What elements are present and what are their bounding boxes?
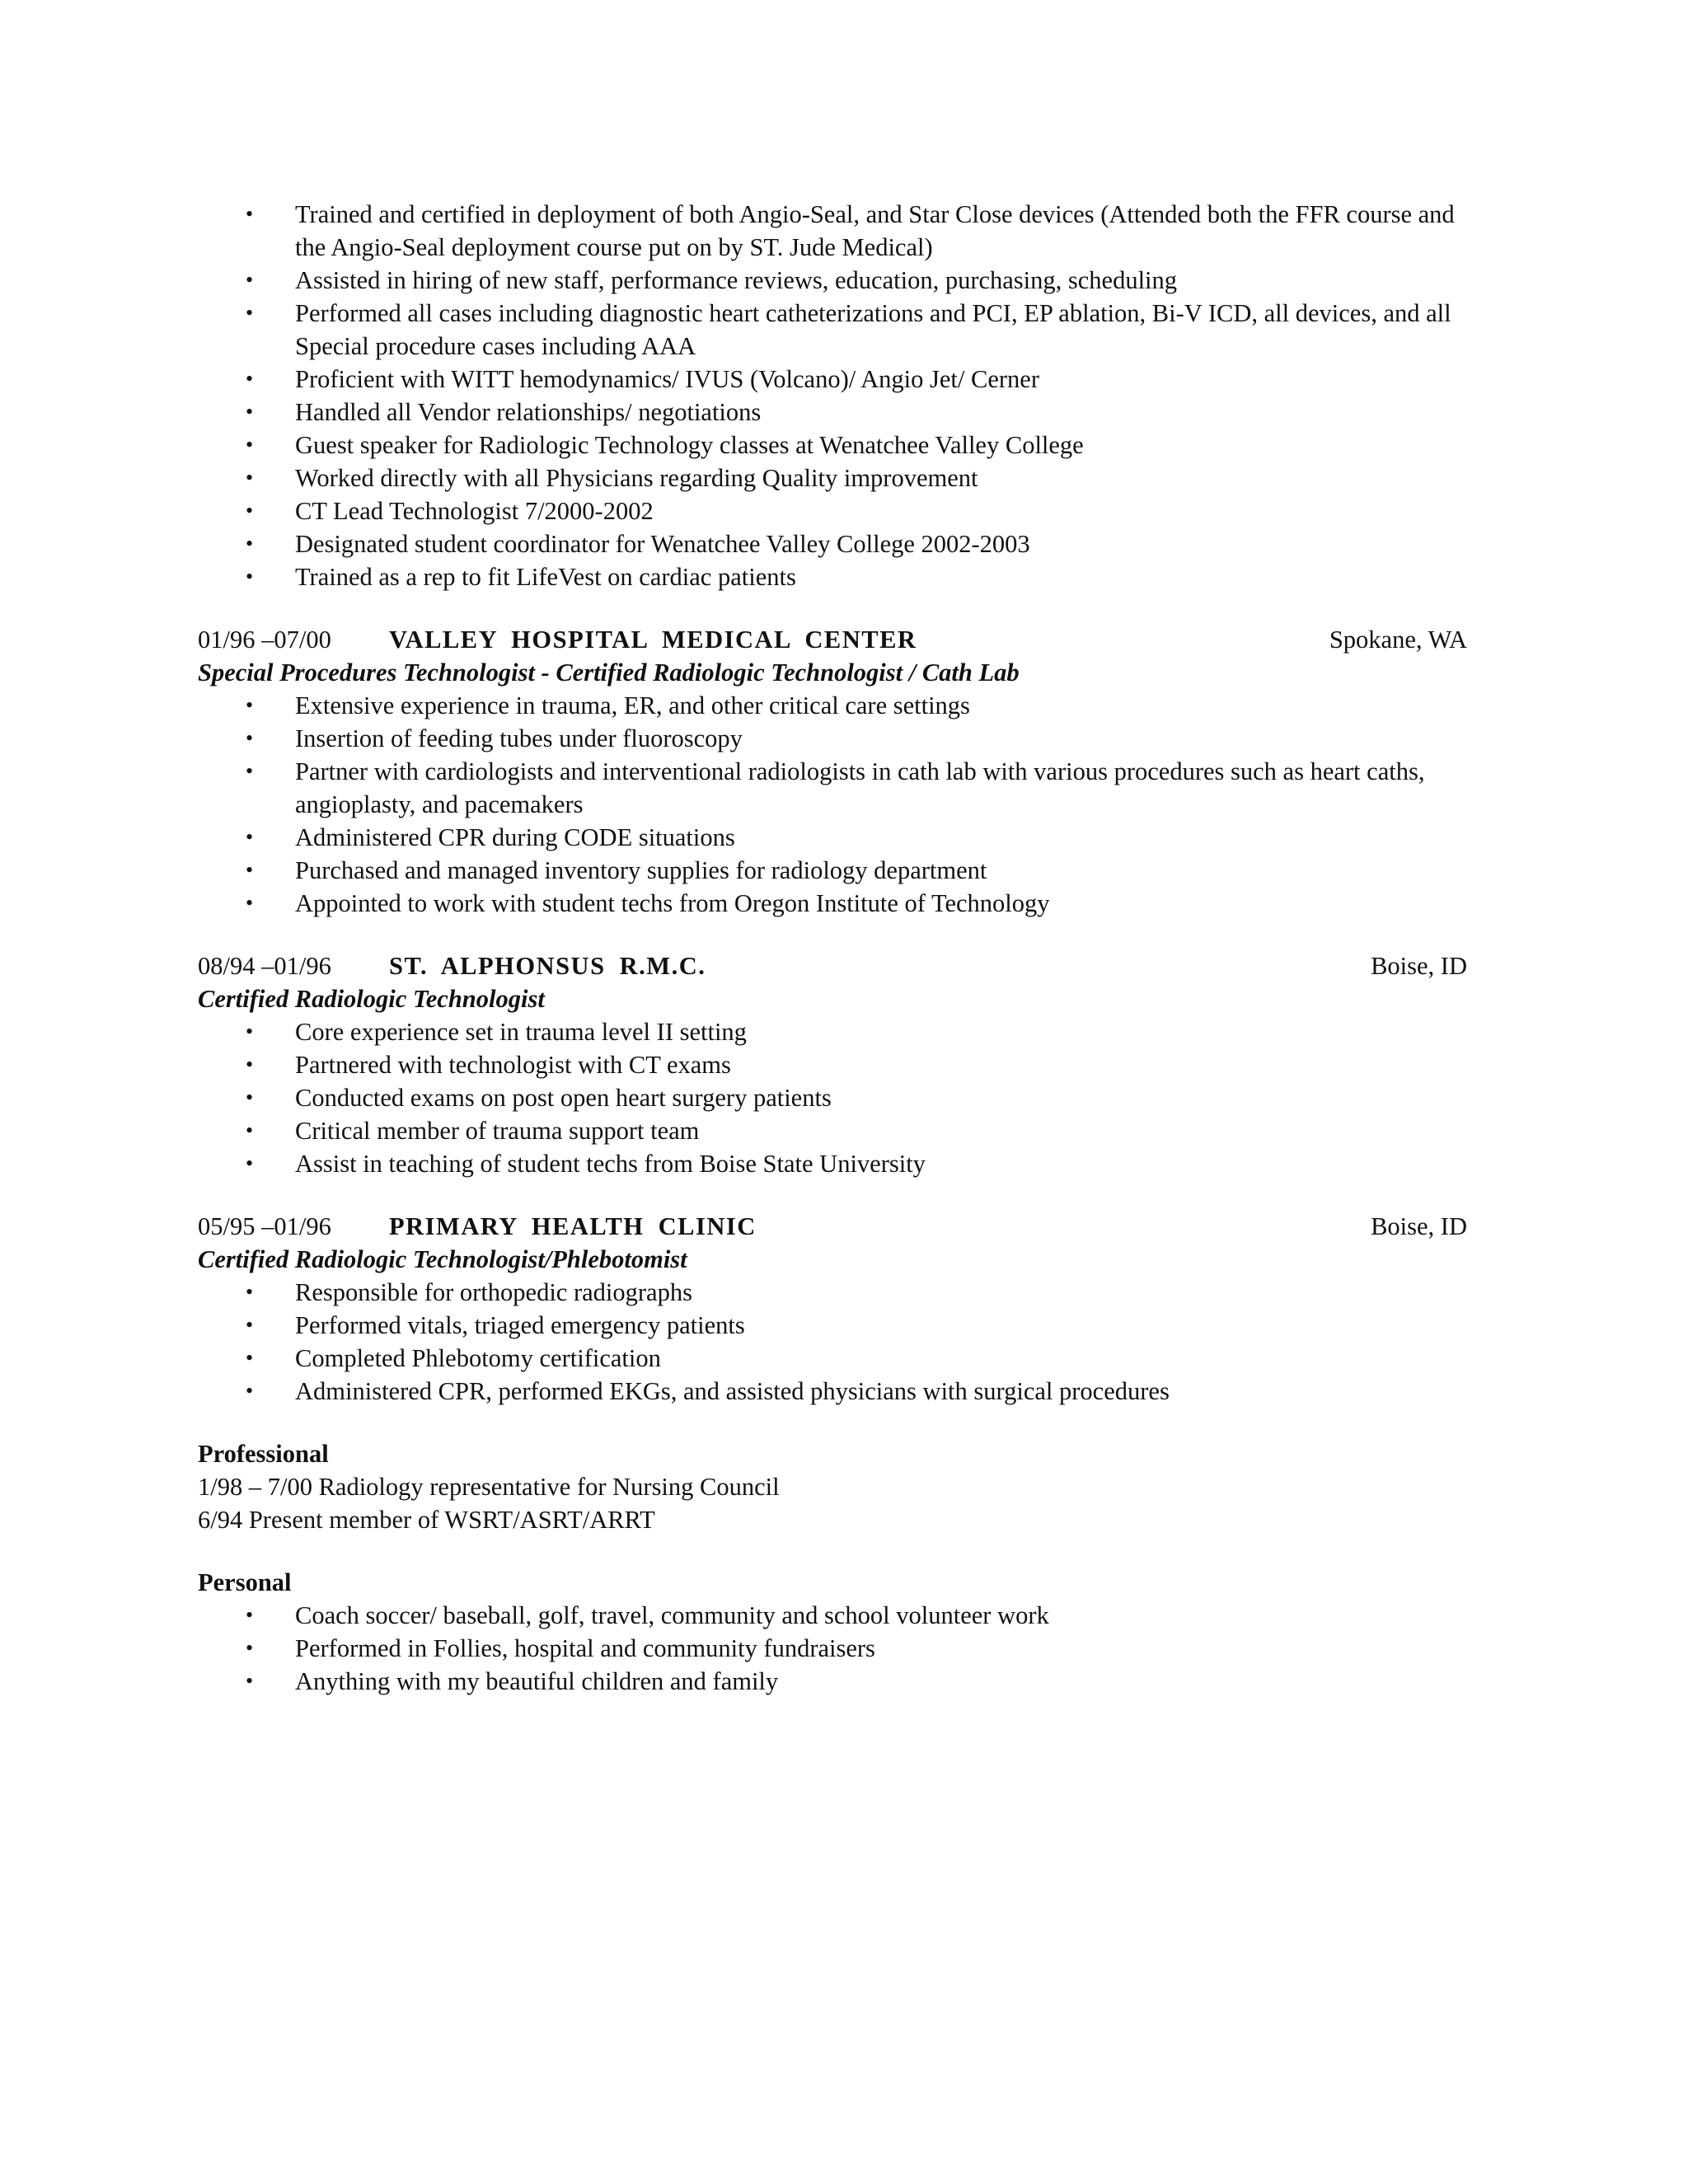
bullet-text: Completed Phlebotomy certification bbox=[295, 1344, 661, 1372]
bullet-text: Guest speaker for Radiologic Technology classes at Wenatchee Valley College bbox=[295, 431, 1084, 459]
list-item bbox=[198, 1342, 1467, 1375]
list-item bbox=[198, 887, 1467, 920]
bullet-icon: • bbox=[246, 1019, 254, 1043]
bullet-text: Trained as a rep to fit LifeVest on cardiac patients bbox=[295, 563, 796, 591]
list-item bbox=[198, 1048, 1467, 1081]
bullet-icon: • bbox=[246, 1636, 254, 1660]
job-dates: 08/94 –01/96 bbox=[198, 952, 331, 980]
bullet-icon: • bbox=[246, 400, 254, 424]
bullet-text: Handled all Vendor relationships/ negotiations bbox=[295, 398, 762, 426]
bullet-icon: • bbox=[246, 466, 254, 490]
list-item bbox=[198, 821, 1467, 854]
list-item bbox=[198, 1632, 1467, 1665]
list-item bbox=[198, 494, 1467, 527]
bullet-text: Partner with cardiologists and interventional radiologists in cath lab with various procedures such as heart caths, angioplasty, and pacemakers bbox=[295, 757, 1425, 818]
list-item bbox=[198, 1665, 1467, 1698]
bullet-icon: • bbox=[246, 268, 254, 292]
bullet-text: Proficient with WITT hemodynamics/ IVUS (Volcano)/ Angio Jet/ Cerner bbox=[295, 365, 1039, 393]
list-item bbox=[198, 297, 1467, 363]
bullet-icon: • bbox=[246, 565, 254, 588]
bullet-text: Extensive experience in trauma, ER, and other critical care settings bbox=[295, 691, 970, 719]
bullet-icon: • bbox=[246, 1603, 254, 1627]
employer-name: ST. ALPHONSUS R.M.C. bbox=[389, 952, 706, 980]
job-bullet-list bbox=[198, 1015, 1467, 1180]
bullet-icon: • bbox=[246, 858, 254, 882]
bullet-text: Partnered with technologist with CT exams bbox=[295, 1051, 731, 1079]
job-title: Special Procedures Technologist - Certified Radiologic Technologist / Cath Lab bbox=[198, 658, 1020, 687]
bullet-text: Core experience set in trauma level II setting bbox=[295, 1018, 747, 1046]
bullet-icon: • bbox=[246, 693, 254, 717]
bullet-icon: • bbox=[246, 301, 254, 325]
bullet-text: Designated student coordinator for Wenatchee Valley College 2002-2003 bbox=[295, 530, 1030, 558]
bullet-text: Conducted exams on post open heart surgery patients bbox=[295, 1084, 832, 1112]
professional-line: 6/94 Present member of WSRT/ASRT/ARRT bbox=[198, 1506, 655, 1534]
bullet-text: Administered CPR during CODE situations bbox=[295, 823, 735, 851]
bullet-text: Assisted in hiring of new staff, performance reviews, education, purchasing, scheduling bbox=[295, 266, 1178, 294]
bullet-icon: • bbox=[246, 1085, 254, 1109]
bullet-icon: • bbox=[246, 1669, 254, 1693]
bullet-text: Trained and certified in deployment of both Angio-Seal, and Star Close devices (Attended both the FFR course and the Angio-Seal deployment course put on by ST. Jude Medical) bbox=[295, 200, 1455, 261]
job-location: Spokane, WA bbox=[1329, 626, 1467, 654]
bullet-text: Anything with my beautiful children and family bbox=[295, 1667, 779, 1695]
bullet-text: Performed vitals, triaged emergency patients bbox=[295, 1311, 745, 1339]
job-dates: 01/96 –07/00 bbox=[198, 626, 331, 654]
bullet-icon: • bbox=[246, 825, 254, 849]
employer-name: PRIMARY HEALTH CLINIC bbox=[389, 1212, 757, 1240]
bullet-text: Administered CPR, performed EKGs, and assisted physicians with surgical procedures bbox=[295, 1377, 1170, 1405]
job-entry-valley-hospital bbox=[198, 623, 1467, 920]
list-item bbox=[198, 1081, 1467, 1114]
job-title: Certified Radiologic Technologist bbox=[198, 985, 545, 1013]
list-item bbox=[198, 264, 1467, 297]
job-bullet-list bbox=[198, 1276, 1467, 1408]
bullet-icon: • bbox=[246, 433, 254, 457]
list-item bbox=[198, 722, 1467, 755]
list-item bbox=[198, 689, 1467, 722]
professional-section bbox=[198, 1437, 1467, 1536]
job-bullet-list bbox=[198, 689, 1467, 920]
job-header bbox=[198, 623, 1467, 656]
bullet-icon: • bbox=[246, 499, 254, 523]
job-location: Boise, ID bbox=[1371, 952, 1467, 980]
bullet-icon: • bbox=[246, 367, 254, 391]
list-item bbox=[198, 462, 1467, 494]
bullet-text: Worked directly with all Physicians regarding Quality improvement bbox=[295, 464, 978, 492]
professional-line: 1/98 – 7/00 Radiology representative for Nursing Council bbox=[198, 1473, 780, 1501]
list-item bbox=[198, 363, 1467, 396]
bullet-icon: • bbox=[246, 891, 254, 915]
section-heading: Personal bbox=[198, 1568, 292, 1596]
list-item bbox=[198, 1309, 1467, 1342]
bullet-text: Responsible for orthopedic radiographs bbox=[295, 1278, 692, 1306]
list-item bbox=[198, 560, 1467, 593]
bullet-icon: • bbox=[246, 759, 254, 783]
bullet-text: Performed in Follies, hospital and community fundraisers bbox=[295, 1634, 875, 1662]
resume-page bbox=[198, 198, 1467, 1698]
employer-name: VALLEY HOSPITAL MEDICAL CENTER bbox=[389, 626, 917, 654]
bullet-icon: • bbox=[246, 1346, 254, 1370]
bullet-text: Critical member of trauma support team bbox=[295, 1117, 700, 1145]
job-entry-st-alphonsus bbox=[198, 949, 1467, 1180]
list-item bbox=[198, 1375, 1467, 1408]
bullet-icon: • bbox=[246, 1379, 254, 1403]
bullet-text: CT Lead Technologist 7/2000-2002 bbox=[295, 497, 654, 525]
list-item bbox=[198, 527, 1467, 560]
bullet-icon: • bbox=[246, 532, 254, 555]
job-location: Boise, ID bbox=[1371, 1212, 1467, 1240]
list-item bbox=[198, 1114, 1467, 1147]
continuation-bullet-list bbox=[198, 198, 1467, 593]
list-item bbox=[198, 396, 1467, 429]
list-item bbox=[198, 1147, 1467, 1180]
job-entry-primary-health-clinic bbox=[198, 1210, 1467, 1408]
bullet-icon: • bbox=[246, 1313, 254, 1337]
bullet-icon: • bbox=[246, 1118, 254, 1142]
job-dates: 05/95 –01/96 bbox=[198, 1212, 331, 1240]
bullet-icon: • bbox=[246, 1052, 254, 1076]
list-item bbox=[198, 1015, 1467, 1048]
job-header bbox=[198, 949, 1467, 982]
personal-bullet-list bbox=[198, 1599, 1467, 1698]
bullet-text: Coach soccer/ baseball, golf, travel, community and school volunteer work bbox=[295, 1601, 1049, 1629]
bullet-icon: • bbox=[246, 726, 254, 750]
personal-section bbox=[198, 1566, 1467, 1698]
bullet-text: Purchased and managed inventory supplies for radiology department bbox=[295, 856, 987, 884]
bullet-icon: • bbox=[246, 1151, 254, 1175]
list-item bbox=[198, 1599, 1467, 1632]
list-item bbox=[198, 755, 1467, 821]
list-item bbox=[198, 1276, 1467, 1309]
bullet-icon: • bbox=[246, 1280, 254, 1304]
bullet-text: Performed all cases including diagnostic heart catheterizations and PCI, EP ablation, Bi-V ICD, all devices, and all Special procedure cases including AAA bbox=[295, 299, 1451, 360]
bullet-text: Assist in teaching of student techs from Boise State University bbox=[295, 1150, 926, 1178]
list-item bbox=[198, 198, 1467, 264]
bullet-text: Appointed to work with student techs from Oregon Institute of Technology bbox=[295, 889, 1050, 917]
job-header bbox=[198, 1210, 1467, 1243]
section-heading: Professional bbox=[198, 1440, 329, 1468]
list-item bbox=[198, 429, 1467, 462]
job-title: Certified Radiologic Technologist/Phlebotomist bbox=[198, 1245, 687, 1273]
list-item bbox=[198, 854, 1467, 887]
bullet-icon: • bbox=[246, 202, 254, 226]
bullet-text: Insertion of feeding tubes under fluoroscopy bbox=[295, 724, 743, 752]
